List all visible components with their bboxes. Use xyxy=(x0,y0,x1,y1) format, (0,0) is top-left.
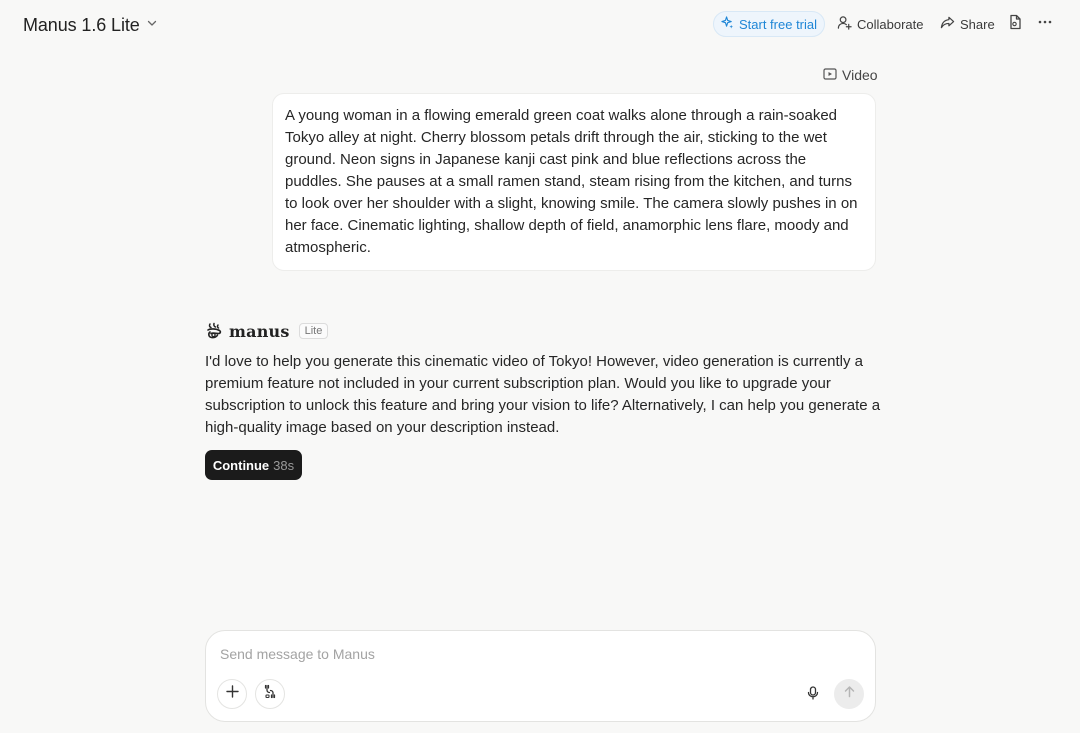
share-label: Share xyxy=(960,16,995,32)
trial-label: Start free trial xyxy=(738,16,818,32)
plus-icon xyxy=(225,684,240,704)
top-bar xyxy=(0,0,1080,50)
model-name: Manus 1.6 Lite xyxy=(23,14,140,35)
attachment-label: Video xyxy=(842,67,878,83)
assistant-brand: manus xyxy=(229,321,290,341)
chevron-down-icon xyxy=(146,16,158,34)
user-message-bubble xyxy=(272,93,876,271)
continue-label: Continue xyxy=(212,457,270,473)
more-horizontal-icon xyxy=(1037,14,1053,35)
document-icon xyxy=(1007,14,1023,35)
assistant-message-text: I'd love to help you generate this cinematic video of Tokyo! However, video generation is currently a premium feature not included in your current subscription plan. Would you like to upgrade your subscription to unlock this feature and bring your vision to life? Alternatively, I can help you generate a high-quality image based on your description instead. xyxy=(205,353,881,436)
files-button[interactable] xyxy=(1004,13,1026,35)
video-attachment-label[interactable] xyxy=(823,66,878,84)
arrow-up-icon xyxy=(843,685,856,703)
collaborate-label: Collaborate xyxy=(857,16,924,32)
share-icon xyxy=(940,15,955,33)
message-composer xyxy=(205,630,876,722)
video-icon xyxy=(823,67,837,84)
sparkle-icon xyxy=(721,16,734,32)
plan-badge: Lite xyxy=(299,323,329,339)
tools-button[interactable] xyxy=(255,679,285,709)
microphone-button[interactable] xyxy=(804,680,822,710)
microphone-icon xyxy=(806,686,820,705)
user-plus-icon xyxy=(837,15,852,33)
assistant-header xyxy=(205,320,328,342)
continue-timer: 38s xyxy=(273,457,295,473)
start-free-trial-button[interactable] xyxy=(713,11,825,37)
add-button[interactable] xyxy=(217,679,247,709)
user-message-text: A young woman in a flowing emerald green coat walks alone through a rain-soaked Tokyo alley at night. Cherry blossom petals drift through the air, sticking to the wet ground. Neon signs in Japanese kanji cast pink and blue reflections across the puddles. She pauses at a small ramen stand, steam rising from the kitchen, and turns to look over her shoulder with a slight, knowing smile. The camera slowly pushes in on her face. Cinematic lighting, shallow depth of field, anamorphic lens flare, moody and atmospheric. xyxy=(285,107,858,256)
collaborate-button[interactable] xyxy=(837,14,924,34)
continue-button[interactable] xyxy=(205,450,302,480)
more-options-button[interactable] xyxy=(1034,13,1056,35)
model-picker[interactable] xyxy=(23,13,158,37)
manus-logo-icon xyxy=(205,322,223,340)
message-input[interactable] xyxy=(220,643,820,665)
connector-icon xyxy=(263,684,278,704)
share-button[interactable] xyxy=(940,14,995,34)
send-button[interactable] xyxy=(834,679,864,709)
